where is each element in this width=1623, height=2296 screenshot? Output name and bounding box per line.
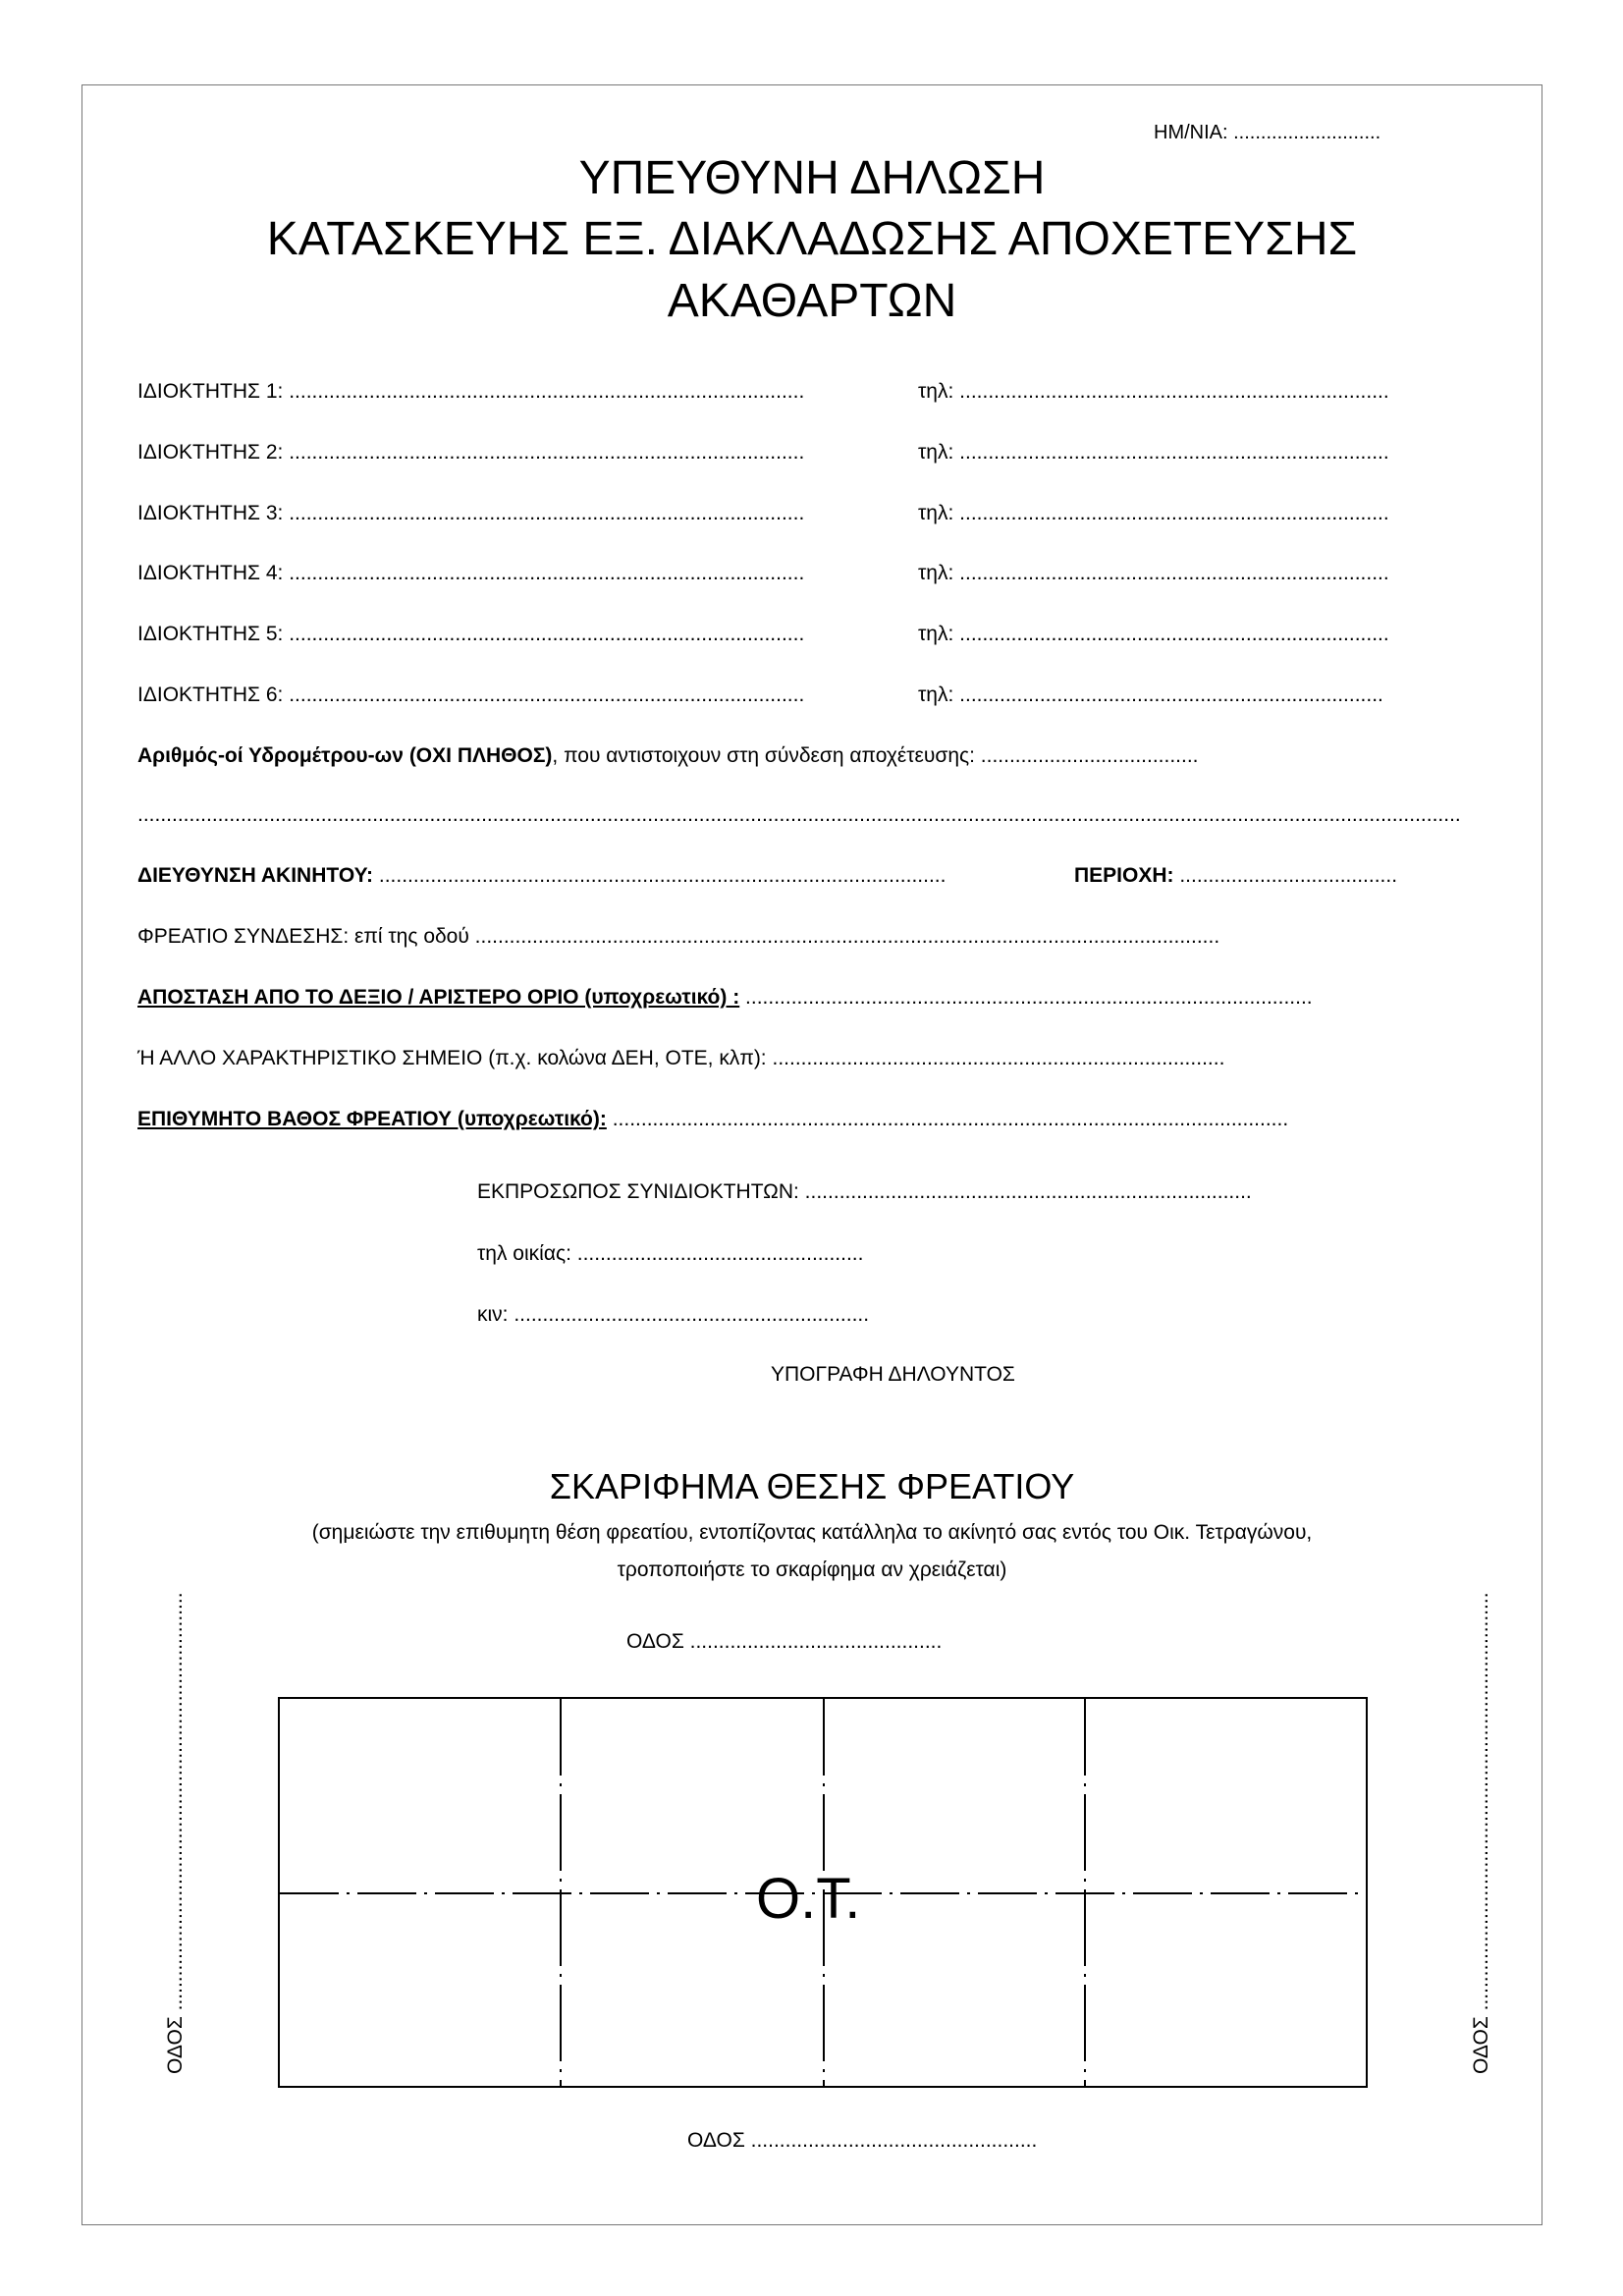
property-address-field[interactable] (137, 864, 946, 888)
owner-2-phone-field[interactable]: τηλ: ........................................................................... (918, 441, 1389, 464)
area-label: ΠΕΡΙΟΧΗ: (1074, 864, 1174, 887)
title-line-3: ΑΚΑΘΑΡΤΩΝ (667, 275, 957, 327)
owner-3-field[interactable]: ΙΔΙΟΚΤΗΤΗΣ 3: .......................................................................................... (137, 502, 805, 524)
title-line-2: ΚΑΤΑΣΚΕΥΗΣ ΕΞ. ΔΙΑΚΛΑΔΩΣΗΣ ΑΠΟΧΕΤΕΥΣΗΣ (266, 213, 1358, 265)
depth-dots: ...................................................................................................................... (606, 1108, 1289, 1130)
representative-field[interactable]: ΕΚΠΡΟΣΩΠΟΣ ΣΥΝΙΔΙΟΚΤΗΤΩΝ: .............................................................................. (477, 1180, 1252, 1203)
depth-label: ΕΠΙΘΥΜΗΤΟ ΒΑΘΟΣ ΦΡΕΑΤΙΟΥ (υποχρεωτικό): (137, 1108, 607, 1130)
city-block-label: Ο.Τ. (756, 1867, 861, 1931)
area-field[interactable] (1074, 864, 1397, 888)
signature-label: ΥΠΟΓΡΑΦΗ ΔΗΛΟΥΝΤΟΣ (771, 1363, 1015, 1386)
distance-field[interactable] (137, 986, 1313, 1010)
owner-1-field[interactable]: ΙΔΙΟΚΤΗΤΗΣ 1: .......................................................................................... (137, 380, 805, 403)
water-meter-continuation-line[interactable]: ....................................................................................................................................................................................................................................... (137, 803, 1461, 826)
owner-3-phone-field[interactable]: τηλ: ........................................................................... (918, 502, 1389, 524)
owner-4-phone-field[interactable]: τηλ: ........................................................................... (918, 562, 1389, 584)
owner-1-phone-field[interactable]: τηλ: ........................................................................... (918, 380, 1389, 403)
street-bottom-field[interactable]: ΟΔΟΣ .................................................. (687, 2129, 1038, 2152)
date-field[interactable]: ΗΜ/ΝΙΑ: ........................... (1154, 122, 1381, 143)
water-meter-field[interactable] (137, 744, 1199, 768)
home-phone-field[interactable]: τηλ οικίας: .................................................. (477, 1242, 864, 1265)
sketch-note-line-2: τροποποιήστε το σκαρίφημα αν χρειάζεται) (617, 1558, 1007, 1581)
owner-6-phone-field[interactable]: τηλ: .......................................................................... (918, 683, 1383, 706)
title-line-1: ΥΠΕΥΘΥΝΗ ΔΗΛΩΣΗ (578, 152, 1046, 204)
property-address-dots: ................................................................................................... (373, 864, 947, 887)
street-left-field[interactable]: ΟΔΟΣ ......................................................................... (164, 1592, 187, 2074)
mobile-phone-field[interactable]: κιν: .............................................................. (477, 1303, 870, 1326)
water-meter-label: Αριθμός-οί Υδρομέτρου-ων (ΟΧΙ ΠΛΗΘΟΣ) (137, 744, 553, 767)
landmark-field[interactable]: Ή ΑΛΛΟ ΧΑΡΑΚΤΗΡΙΣΤΙΚΟ ΣΗΜΕΙΟ (π.χ. κολώνα ΔΕΗ, ΟΤΕ, κλπ): ............................................................................... (137, 1047, 1225, 1069)
owner-6-field[interactable]: ΙΔΙΟΚΤΗΤΗΣ 6: .......................................................................................... (137, 683, 805, 706)
owner-5-phone-field[interactable]: τηλ: ........................................................................... (918, 623, 1389, 645)
owner-5-field[interactable]: ΙΔΙΟΚΤΗΤΗΣ 5: .......................................................................................... (137, 623, 805, 645)
depth-field[interactable] (137, 1108, 1288, 1131)
distance-dots: ................................................................................................... (739, 986, 1313, 1009)
area-dots: ...................................... (1173, 864, 1398, 887)
owner-4-field[interactable]: ΙΔΙΟΚΤΗΤΗΣ 4: .......................................................................................... (137, 562, 805, 584)
street-top-field[interactable]: ΟΔΟΣ ............................................ (626, 1630, 943, 1653)
property-address-label: ΔΙΕΥΘΥΝΣΗ ΑΚΙΝΗΤΟΥ: (137, 864, 374, 887)
sketch-title: ΣΚΑΡΙΦΗΜΑ ΘΕΣΗΣ ΦΡΕΑΤΙΟΥ (549, 1466, 1075, 1506)
distance-label: ΑΠΟΣΤΑΣΗ ΑΠΟ ΤΟ ΔΕΞΙΟ / ΑΡΙΣΤΕΡΟ ΟΡΙΟ (υποχρεωτικό) : (137, 986, 740, 1009)
sketch-note-line-1: (σημειώστε την επιθυμητη θέση φρεατίου, εντοπίζοντας κατάλληλα το ακίνητό σας εντός του Οικ. Τετραγώνου, (311, 1521, 1313, 1544)
water-meter-text: , που αντιστοιχουν στη σύνδεση αποχέτευσης: ...................................... (552, 744, 1199, 767)
street-right-field[interactable]: ΟΔΟΣ ......................................................................... (1470, 1592, 1492, 2074)
connection-manhole-field[interactable]: ΦΡΕΑΤΙΟ ΣΥΝΔΕΣΗΣ: επί της οδού .................................................................................................................................. (137, 925, 1220, 948)
owner-2-field[interactable]: ΙΔΙΟΚΤΗΤΗΣ 2: .......................................................................................... (137, 441, 805, 464)
